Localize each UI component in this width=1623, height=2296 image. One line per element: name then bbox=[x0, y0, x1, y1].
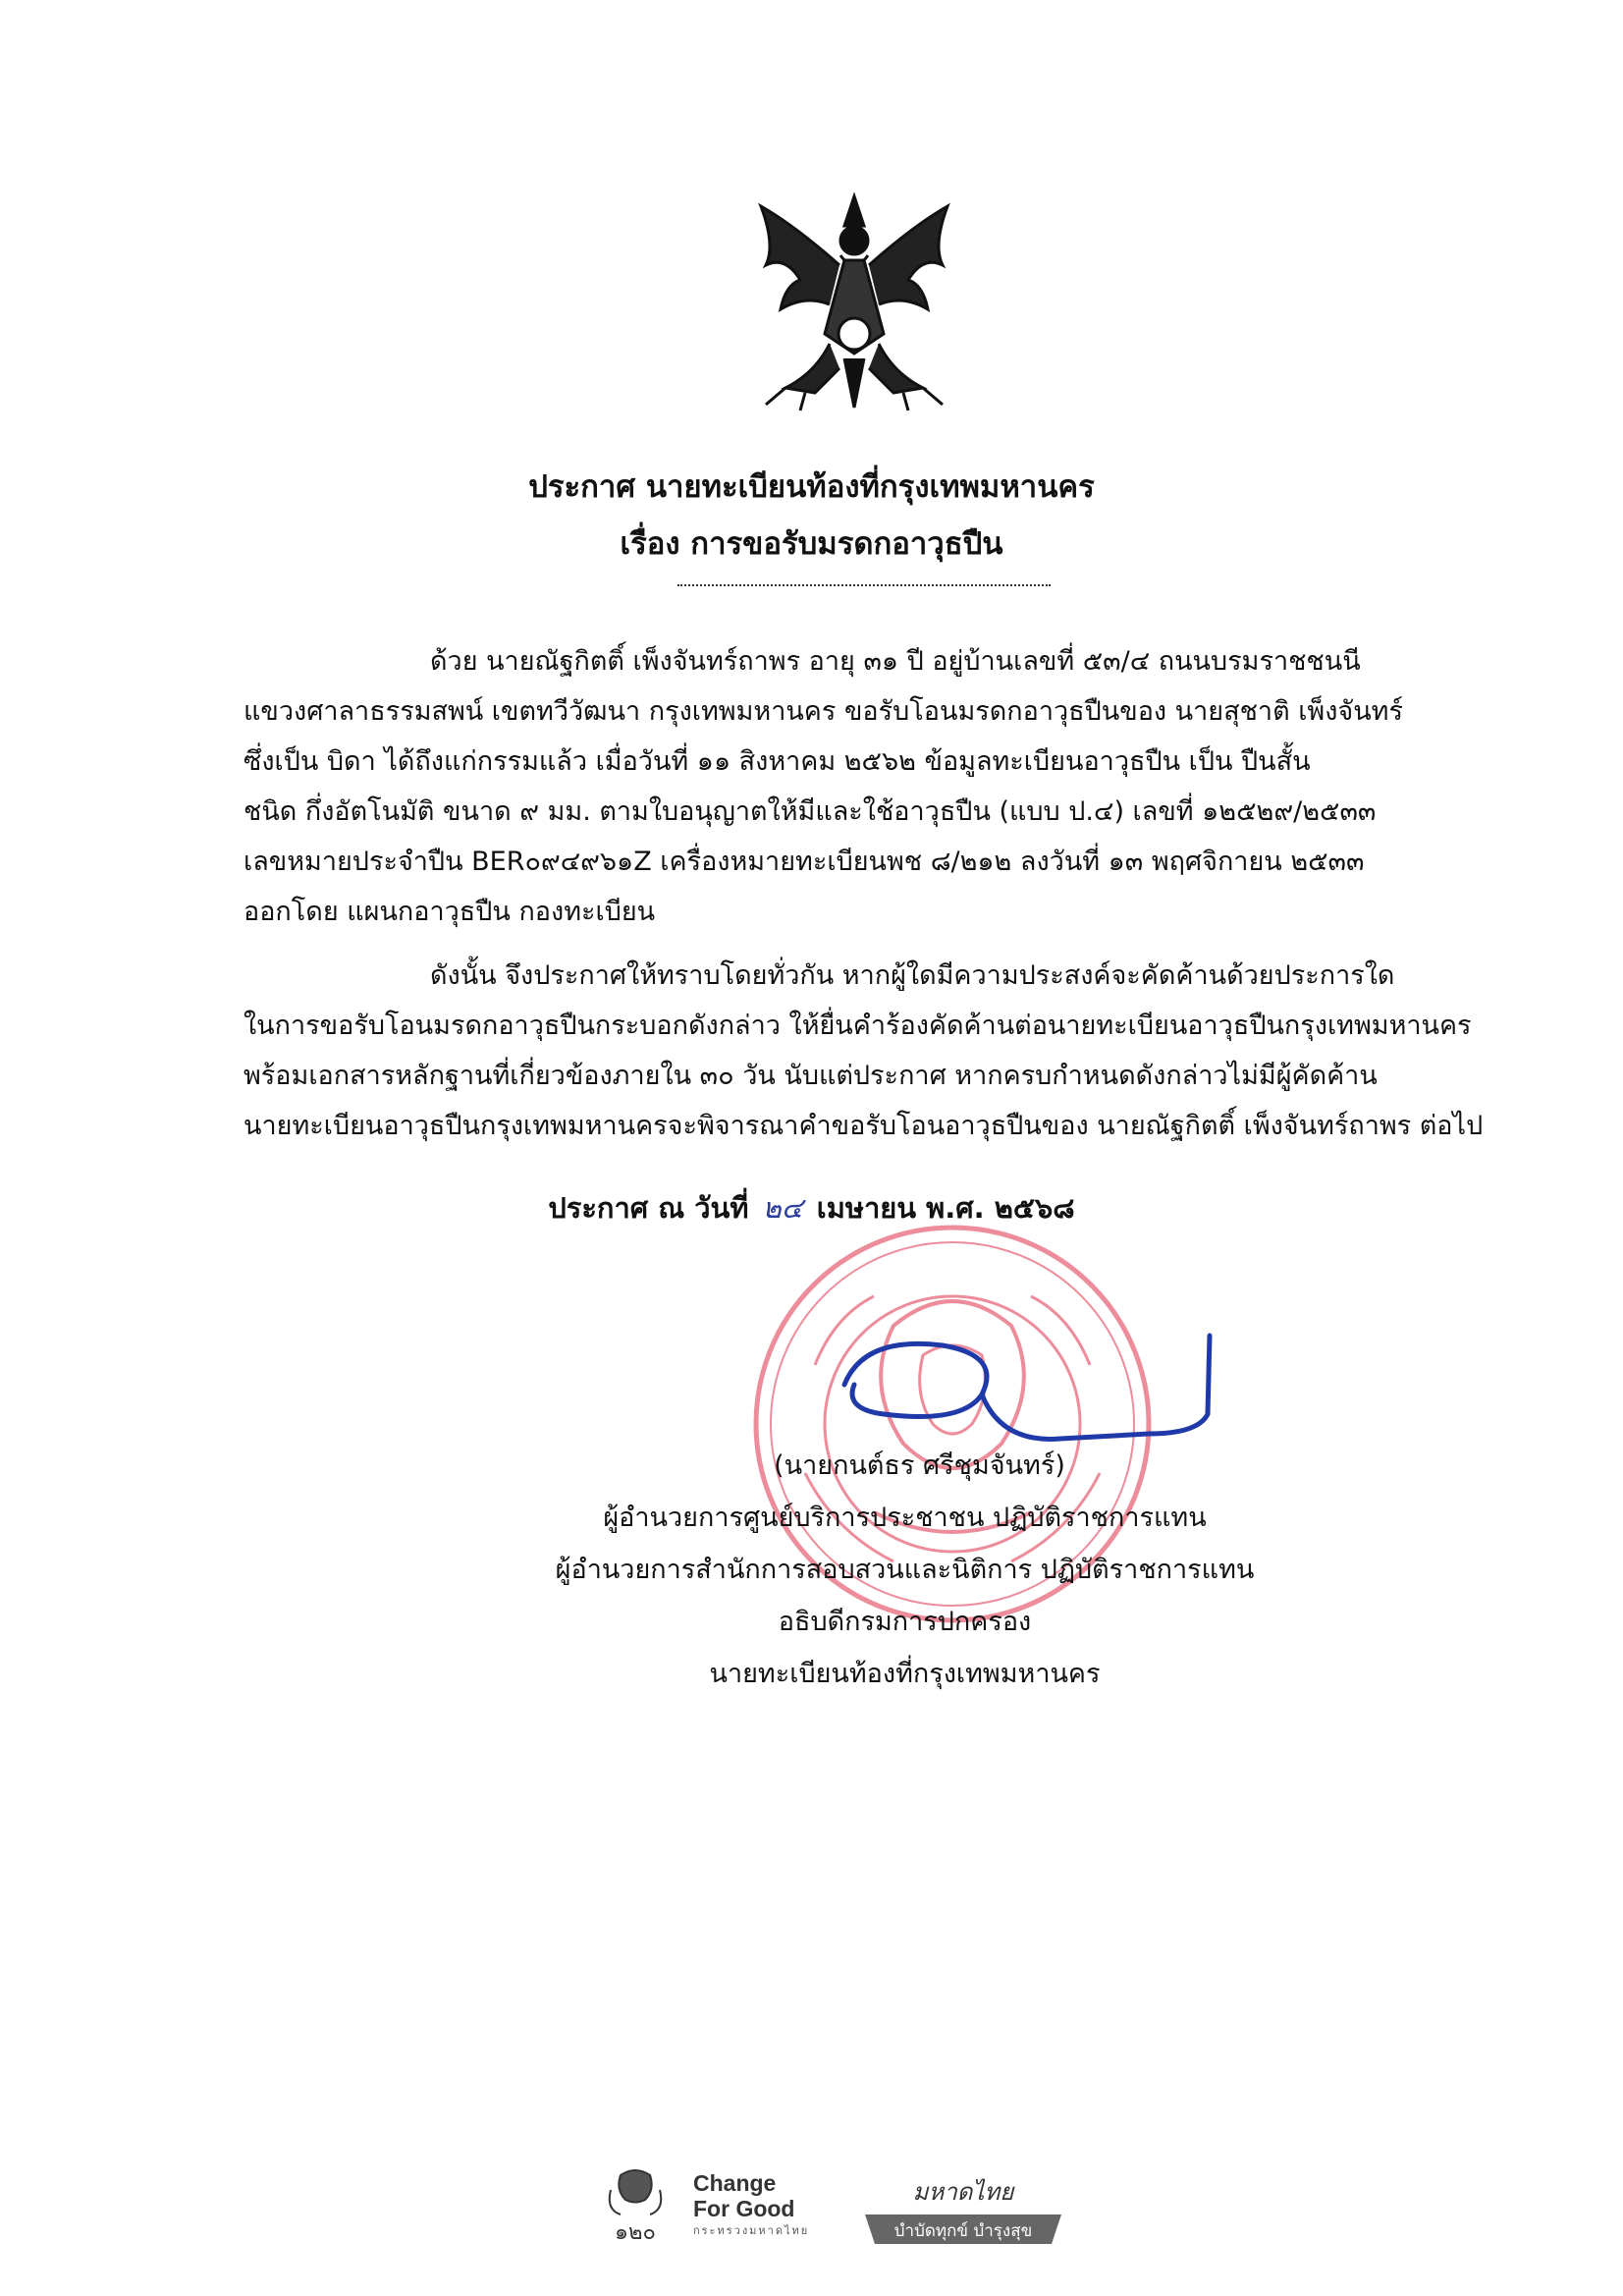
body-paragraph-1 bbox=[243, 636, 1481, 937]
paragraph-line: นายทะเบียนอาวุธปืนกรุงเทพมหานครจะพิจารณาคำขอรับโอนอาวุธปืนของ นายณัฐกิตติ์ เพ็งจันทร์ถาพร ต่อไป bbox=[243, 1111, 1484, 1141]
handwritten-day: ๒๔ bbox=[762, 1191, 803, 1225]
paragraph-line: ด้วย นายณัฐกิตติ์ เพ็งจันทร์ถาพร อายุ ๓๑ ปี อยู่บ้านเลขที่ ๕๓/๔ ถนนบรมราชชนนี bbox=[430, 646, 1361, 677]
slogan-text: บำบัดทุกข์ บำรุงสุข bbox=[893, 2221, 1033, 2241]
ministry-slogan-logo-icon bbox=[860, 2170, 1066, 2254]
title-divider bbox=[677, 584, 1051, 586]
signatory-position: ผู้อำนวยการศูนย์บริการประชาชน ปฏิบัติราชการแทน bbox=[603, 1503, 1207, 1533]
change-line-1: Change bbox=[693, 2170, 777, 2196]
garuda-emblem-icon bbox=[746, 187, 962, 412]
change-for-good-logo bbox=[693, 2170, 840, 2259]
paragraph-line: ซึ่งเป็น บิดา ได้ถึงแก่กรรมแล้ว เมื่อวันที่ ๑๑ สิงหาคม ๒๕๖๒ ข้อมูลทะเบียนอาวุธปืน เป็น ปืนสั้น bbox=[243, 746, 1311, 777]
signatory-position: ผู้อำนวยการสำนักการสอบสวนและนิติการ ปฏิบัติราชการแทน bbox=[555, 1555, 1255, 1585]
date-prefix: ประกาศ ณ วันที่ bbox=[548, 1191, 749, 1225]
signatory-position: อธิบดีกรมการปกครอง bbox=[778, 1607, 1032, 1637]
anniversary-120-logo-icon bbox=[601, 2160, 670, 2254]
signatory-name: (นายกนต์ธร ศรีชุมจันทร์) bbox=[774, 1450, 1065, 1481]
logo-120-text: ๑๒๐ bbox=[615, 2220, 656, 2245]
signatory-position: นายทะเบียนท้องที่กรุงเทพมหานคร bbox=[709, 1659, 1101, 1689]
date-suffix: เมษายน พ.ศ. ๒๕๖๘ bbox=[816, 1191, 1075, 1225]
paragraph-line: ชนิด กึ่งอัตโนมัติ ขนาด ๙ มม. ตามใบอนุญาตให้มีและใช้อาวุธปืน (แบบ ป.๔) เลขที่ ๑๒๕๒๙/๒๕๓๓ bbox=[243, 796, 1377, 827]
announcement-title: ประกาศ นายทะเบียนท้องที่กรุงเทพมหานคร bbox=[528, 469, 1095, 505]
paragraph-line: ออกโดย แผนกอาวุธปืน กองทะเบียน bbox=[243, 897, 656, 927]
body-paragraph-2 bbox=[243, 951, 1484, 1151]
announcement-subject: เรื่อง การขอรับมรดกอาวุธปืน bbox=[620, 526, 1003, 562]
paragraph-line: พร้อมเอกสารหลักฐานที่เกี่ยวข้องภายใน ๓๐ วัน นับแต่ประกาศ หากครบกำหนดดังกล่าวไม่มีผู้คัดค้าน bbox=[243, 1061, 1378, 1091]
change-line-2: For Good bbox=[693, 2196, 795, 2221]
paragraph-line: ในการขอรับโอนมรดกอาวุธปืนกระบอกดังกล่าว ให้ยื่นคำร้องคัดค้านต่อนายทะเบียนอาวุธปืนกรุงเทพมหานคร bbox=[243, 1011, 1472, 1041]
paragraph-line: เลขหมายประจำปืน BER๐๙๔๙๖๑Z เครื่องหมายทะเบียนพช ๘/๒๑๒ ลงวันที่ ๑๓ พฤศจิกายน ๒๕๓๓ bbox=[243, 847, 1365, 877]
paragraph-line: แขวงศาลาธรรมสพน์ เขตทวีวัฒนา กรุงเทพมหานคร ขอรับโอนมรดกอาวุธปืนของ นายสุชาติ เพ็งจันทร์ bbox=[243, 696, 1403, 727]
slogan-script: มหาดไทย bbox=[912, 2178, 1014, 2206]
paragraph-line: ดังนั้น จึงประกาศให้ทราบโดยทั่วกัน หากผู้ใดมีความประสงค์จะคัดค้านด้วยประการใด bbox=[430, 960, 1395, 991]
handwritten-signature-icon bbox=[805, 1326, 1257, 1463]
change-subtitle: กระทรวงมหาดไทย bbox=[693, 2225, 810, 2237]
